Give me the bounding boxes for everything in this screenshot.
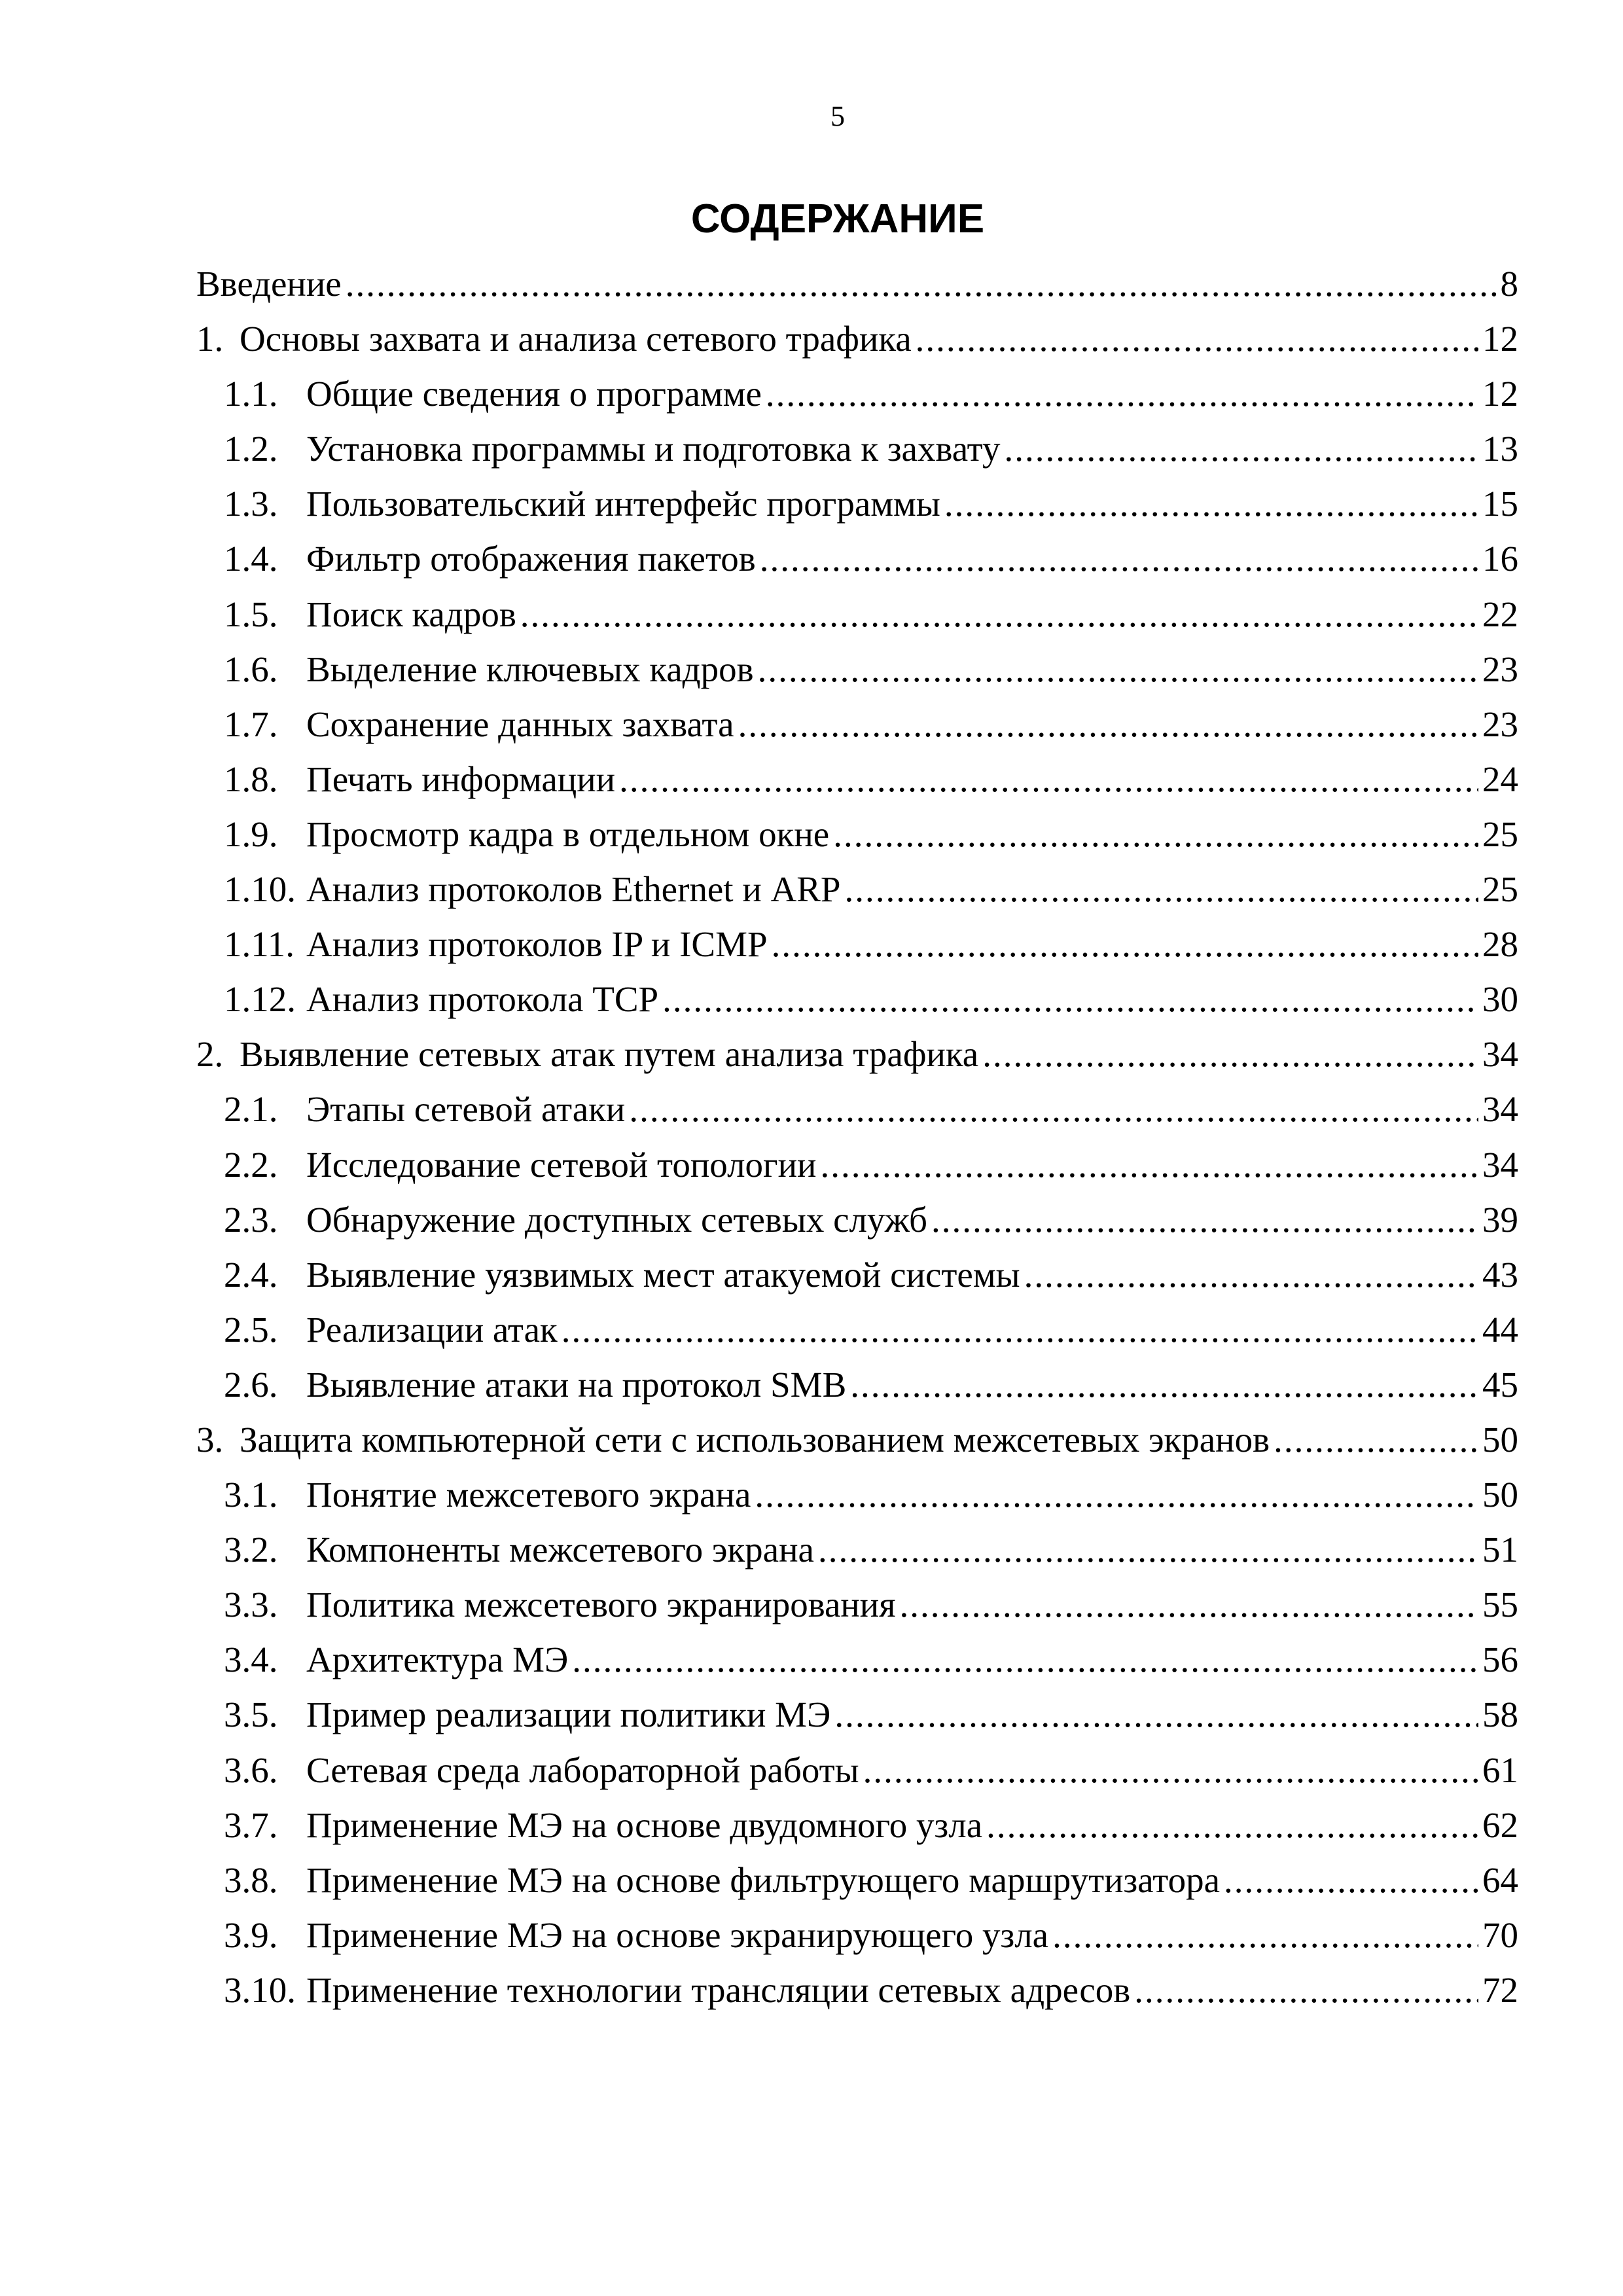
toc-dot-leader [850, 1357, 1478, 1412]
toc-entry-title: Анализ протоколов IP и ICMP [306, 924, 768, 965]
toc-entry-number: 3.5. [224, 1695, 278, 1735]
toc-dot-leader [916, 312, 1478, 367]
toc-entry-number: 3.2. [224, 1530, 278, 1570]
toc-entry-title: Пример реализации политики МЭ [306, 1695, 831, 1735]
toc-dot-leader [760, 531, 1478, 586]
toc-entry-number: 2. [196, 1034, 224, 1075]
toc-entry-page: 56 [1482, 1640, 1518, 1680]
toc-entry-page: 43 [1482, 1254, 1518, 1295]
toc-entry-page: 25 [1482, 869, 1518, 910]
toc-entry-page: 39 [1482, 1199, 1518, 1240]
toc-entry[interactable] [196, 367, 1518, 422]
toc-entry-page: 30 [1482, 979, 1518, 1020]
toc-entry-page: 8 [1500, 264, 1518, 304]
toc-entry-page: 16 [1482, 539, 1518, 579]
toc-entry-title: Защита компьютерной сети с использованием межсетевых экранов [240, 1419, 1270, 1460]
toc-entry-number: 1. [196, 319, 224, 359]
toc-entry-title: Просмотр кадра в отдельном окне [306, 814, 830, 854]
toc-dot-leader [572, 1632, 1478, 1687]
toc-entry-page: 55 [1482, 1585, 1518, 1625]
toc-entry-title: Анализ протоколов Ethernet и ARP [306, 869, 841, 910]
toc-entry-number: 1.6. [224, 649, 278, 689]
toc-entry-page: 23 [1482, 649, 1518, 689]
toc-entry-title: Введение [196, 264, 342, 304]
toc-entry-title: Основы захвата и анализа сетевого трафика [240, 319, 912, 359]
toc-dot-leader [1224, 1853, 1478, 1908]
page-number: 5 [830, 100, 845, 132]
toc-entry-number: 1.11. [224, 924, 294, 965]
toc-entry[interactable] [196, 587, 1518, 642]
toc-dot-leader [1134, 1963, 1478, 2018]
toc-entry[interactable] [196, 752, 1518, 807]
toc-entry-page: 34 [1482, 1144, 1518, 1185]
toc-entry-page: 45 [1482, 1364, 1518, 1405]
toc-dot-leader [619, 752, 1478, 807]
toc-dot-leader [1024, 1247, 1478, 1302]
toc-entry[interactable] [196, 697, 1518, 752]
toc-entry[interactable] [196, 1743, 1518, 1798]
toc-dot-leader [944, 476, 1478, 531]
toc-entry-page: 62 [1482, 1804, 1518, 1845]
toc-dot-leader [1005, 422, 1479, 476]
toc-entry-page: 24 [1482, 759, 1518, 799]
toc-entry-title: Поиск кадров [306, 594, 516, 634]
toc-entry[interactable] [196, 1412, 1518, 1467]
toc-entry-title: Применение МЭ на основе двудомного узла [306, 1804, 983, 1845]
toc-dot-leader [931, 1193, 1478, 1247]
toc-entry-number: 1.1. [224, 374, 278, 414]
toc-entry[interactable] [196, 1082, 1518, 1137]
toc-entry-page: 12 [1482, 319, 1518, 359]
toc-entry-page: 50 [1482, 1419, 1518, 1460]
toc-entry[interactable] [196, 1357, 1518, 1412]
toc-entry-number: 1.10. [224, 869, 296, 910]
toc-entry-number: 3.3. [224, 1585, 278, 1625]
toc-dot-leader [562, 1302, 1478, 1357]
toc-entry-number: 2.4. [224, 1254, 278, 1295]
toc-entry-title: Установка программы и подготовка к захвату [306, 429, 1001, 469]
toc-entry[interactable] [196, 1853, 1518, 1908]
toc-entry-title: Этапы сетевой атаки [306, 1089, 626, 1130]
toc-entry-title: Общие сведения о программе [306, 374, 762, 414]
toc-entry-number: 2.6. [224, 1364, 278, 1405]
toc-entry-title: Компоненты межсетевого экрана [306, 1530, 814, 1570]
toc-dot-leader [755, 1467, 1478, 1522]
toc-entry-title: Фильтр отображения пакетов [306, 539, 756, 579]
toc-dot-leader [833, 807, 1478, 862]
toc-entry-title: Пользовательский интерфейс программы [306, 484, 940, 524]
toc-entry-number: 2.3. [224, 1199, 278, 1240]
toc-entry-number: 1.7. [224, 704, 278, 744]
toc-entry[interactable] [196, 1632, 1518, 1687]
toc-entry-number: 2.1. [224, 1089, 278, 1130]
toc-entry-title: Печать информации [306, 759, 616, 799]
toc-dot-leader [986, 1798, 1478, 1853]
toc-entry[interactable] [196, 807, 1518, 862]
toc-entry[interactable] [196, 312, 1518, 367]
toc-entry-number: 1.8. [224, 759, 278, 799]
toc-entry[interactable] [196, 531, 1518, 586]
toc-dot-leader [1274, 1412, 1478, 1467]
toc-entry-title: Понятие межсетевого экрана [306, 1475, 751, 1515]
toc-entry-number: 1.3. [224, 484, 278, 524]
toc-dot-leader [982, 1027, 1478, 1082]
toc-entry-page: 51 [1482, 1530, 1518, 1570]
toc-entry[interactable] [196, 476, 1518, 531]
toc-entry-page: 70 [1482, 1914, 1518, 1955]
toc-entry-number: 1.4. [224, 539, 278, 579]
toc-entry[interactable] [196, 862, 1518, 917]
toc-entry[interactable] [196, 972, 1518, 1027]
toc-entry-page: 44 [1482, 1309, 1518, 1350]
toc-entry-title: Архитектура МЭ [306, 1640, 569, 1680]
toc-entry-title: Сетевая среда лабораторной работы [306, 1749, 859, 1790]
toc-entry-number: 2.5. [224, 1309, 278, 1350]
toc-entry-title: Политика межсетевого экранирования [306, 1585, 896, 1625]
toc-dot-leader [629, 1082, 1478, 1137]
toc-dot-leader [346, 257, 1497, 312]
toc-entry[interactable] [196, 642, 1518, 697]
toc-dot-leader [820, 1138, 1478, 1193]
toc-entry-title: Реализации атак [306, 1309, 558, 1350]
toc-entry-number: 3.7. [224, 1804, 278, 1845]
toc-dot-leader [772, 917, 1478, 972]
toc-entry-page: 15 [1482, 484, 1518, 524]
toc-entry-number: 2.2. [224, 1144, 278, 1185]
toc-entry[interactable] [196, 1138, 1518, 1193]
toc-entry[interactable] [196, 257, 1518, 312]
toc-entry-page: 64 [1482, 1859, 1518, 1900]
toc-entry[interactable] [196, 1467, 1518, 1522]
toc-entry[interactable] [196, 1302, 1518, 1357]
toc-dot-leader [900, 1577, 1478, 1632]
toc-entry[interactable] [196, 1247, 1518, 1302]
toc-entry-page: 61 [1482, 1749, 1518, 1790]
toc-entry[interactable] [196, 1027, 1518, 1082]
table-of-contents [196, 257, 1518, 2018]
toc-entry-title: Применение МЭ на основе экранирующего узла [306, 1914, 1049, 1955]
toc-dot-leader [818, 1522, 1478, 1577]
toc-entry[interactable] [196, 1577, 1518, 1632]
toc-entry-title: Выявление атаки на протокол SMB [306, 1364, 847, 1405]
toc-entry[interactable] [196, 1687, 1518, 1742]
toc-entry-page: 28 [1482, 924, 1518, 965]
toc-entry-title: Выявление уязвимых мест атакуемой системы [306, 1254, 1020, 1295]
toc-dot-leader [766, 367, 1478, 422]
toc-entry-number: 3.9. [224, 1914, 278, 1955]
toc-entry-page: 72 [1482, 1969, 1518, 2010]
toc-entry-title: Применение МЭ на основе фильтрующего маршрутизатора [306, 1859, 1220, 1900]
toc-entry-page: 25 [1482, 814, 1518, 854]
toc-entry-page: 34 [1482, 1034, 1518, 1075]
toc-entry-title: Сохранение данных захвата [306, 704, 734, 744]
toc-entry-title: Обнаружение доступных сетевых служб [306, 1199, 927, 1240]
toc-dot-leader [662, 972, 1478, 1027]
toc-entry-title: Выделение ключевых кадров [306, 649, 754, 689]
toc-entry-title: Применение технологии трансляции сетевых адресов [306, 1969, 1131, 2010]
toc-title: СОДЕРЖАНИЕ [690, 196, 985, 242]
toc-dot-leader [520, 587, 1478, 642]
toc-entry[interactable] [196, 1908, 1518, 1963]
toc-dot-leader [738, 697, 1478, 752]
toc-dot-leader [1052, 1908, 1478, 1963]
toc-entry-title: Исследование сетевой топологии [306, 1144, 817, 1185]
toc-entry-page: 12 [1482, 374, 1518, 414]
toc-entry-number: 3.10. [224, 1969, 296, 2010]
toc-entry-title: Выявление сетевых атак путем анализа трафика [240, 1034, 979, 1075]
toc-dot-leader [863, 1743, 1478, 1798]
toc-entry-page: 22 [1482, 594, 1518, 634]
toc-entry-page: 50 [1482, 1475, 1518, 1515]
toc-entry[interactable] [196, 1798, 1518, 1853]
toc-entry-number: 1.5. [224, 594, 278, 634]
toc-entry-page: 34 [1482, 1089, 1518, 1130]
toc-entry-number: 3.4. [224, 1640, 278, 1680]
toc-dot-leader [845, 862, 1478, 917]
toc-entry-title: Анализ протокола TCP [306, 979, 659, 1020]
toc-entry[interactable] [196, 1963, 1518, 2018]
toc-entry[interactable] [196, 1522, 1518, 1577]
toc-entry-page: 23 [1482, 704, 1518, 744]
toc-entry-number: 1.12. [224, 979, 296, 1020]
toc-entry-number: 3. [196, 1419, 224, 1460]
toc-entry[interactable] [196, 422, 1518, 476]
toc-entry-number: 3.8. [224, 1859, 278, 1900]
toc-entry-page: 13 [1482, 429, 1518, 469]
toc-entry[interactable] [196, 917, 1518, 972]
toc-entry-number: 1.2. [224, 429, 278, 469]
toc-entry-page: 58 [1482, 1695, 1518, 1735]
toc-entry-number: 1.9. [224, 814, 278, 854]
toc-entry-number: 3.1. [224, 1475, 278, 1515]
toc-entry-number: 3.6. [224, 1749, 278, 1790]
toc-entry[interactable] [196, 1193, 1518, 1247]
toc-dot-leader [834, 1687, 1478, 1742]
toc-dot-leader [758, 642, 1478, 697]
